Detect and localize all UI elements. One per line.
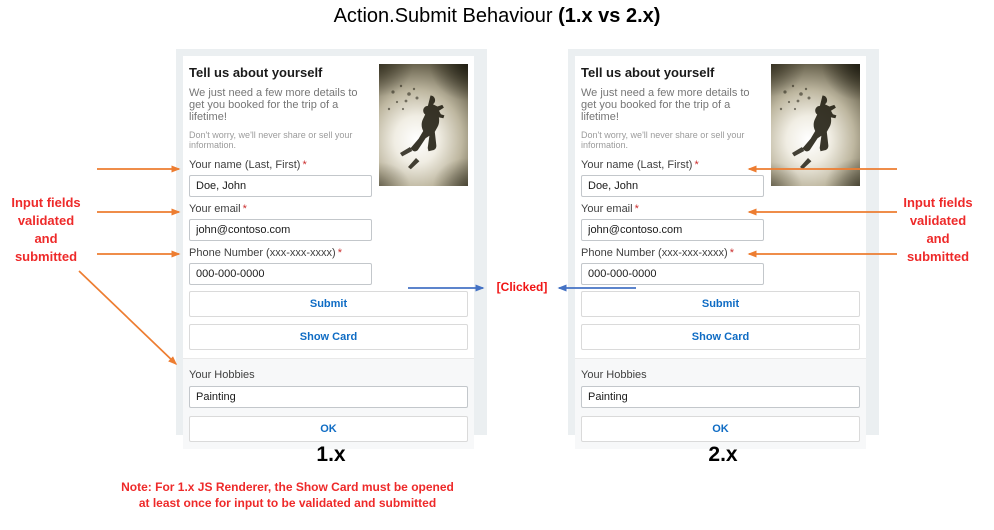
card-heading: Tell us about yourself [189, 65, 323, 80]
required-asterisk: * [242, 203, 247, 215]
figure-title-versions: (1.x vs 2.x) [558, 5, 661, 27]
footnote-line2: at least once for input to be validated and submitted [138, 496, 437, 510]
card-subtitle: We just need a few more details to get you booked for the trip of a lifetime! [581, 87, 750, 123]
phone-label: Phone Number (xxx-xxx-xxxx) * [581, 247, 734, 259]
show-card-section-1x [183, 358, 474, 449]
card-heading: Tell us about yourself [581, 65, 715, 80]
required-asterisk: * [337, 247, 342, 259]
annotation-validated-left: Input fields validated and submitted [11, 195, 81, 264]
required-asterisk: * [729, 247, 734, 259]
card-privacy-text: Don't worry, we'll never share or sell your information. [581, 130, 745, 150]
footnote [90, 479, 485, 511]
phone-label: Phone Number (xxx-xxx-xxxx) * [189, 247, 342, 259]
diver-silhouette [379, 64, 468, 186]
figure-title [0, 5, 994, 28]
version-label-1x: 1.x [316, 443, 346, 466]
show-card-button-1x[interactable]: Show Card [189, 324, 468, 350]
phone-input-1x[interactable] [189, 263, 372, 285]
hobbies-input-1x[interactable] [189, 386, 468, 408]
hobbies-label: Your Hobbies [581, 369, 647, 381]
email-input-1x[interactable] [189, 219, 372, 241]
submit-button-2x[interactable]: Submit [581, 291, 860, 317]
version-label-2x: 2.x [708, 443, 738, 466]
hobbies-input-2x[interactable] [581, 386, 860, 408]
email-label: Your email * [581, 203, 639, 215]
ok-button-1x[interactable]: OK [189, 416, 468, 442]
adaptive-card-2x [568, 49, 879, 435]
card-main-section-2x [575, 56, 866, 357]
diver-photo [771, 64, 860, 186]
annotation-clicked: [Clicked] [496, 280, 548, 294]
diver-silhouette [771, 64, 860, 186]
card-main-section-1x [183, 56, 474, 357]
figure-title-prefix: Action.Submit Behaviour [333, 5, 559, 27]
card-subtitle: We just need a few more details to get you booked for the trip of a lifetime! [189, 87, 358, 123]
annotation-validated-right: Input fields validated and submitted [903, 195, 973, 264]
phone-input-2x[interactable] [581, 263, 764, 285]
hobbies-label: Your Hobbies [189, 369, 255, 381]
name-input-2x[interactable] [581, 175, 764, 197]
card-body-2x [575, 56, 866, 435]
ok-button-2x[interactable]: OK [581, 416, 860, 442]
show-card-section-2x [575, 358, 866, 449]
name-label: Your name (Last, First) * [581, 159, 699, 171]
submit-button-1x[interactable]: Submit [189, 291, 468, 317]
required-asterisk: * [302, 159, 307, 171]
footnote-line1: Note: For 1.x JS Renderer, the Show Card must be opened [121, 480, 454, 494]
name-label: Your name (Last, First) * [189, 159, 307, 171]
arrow-hobbies-field-1x [79, 271, 176, 364]
email-input-2x[interactable] [581, 219, 764, 241]
required-asterisk: * [634, 203, 639, 215]
show-card-button-2x[interactable]: Show Card [581, 324, 860, 350]
card-privacy-text: Don't worry, we'll never share or sell your information. [189, 130, 353, 150]
adaptive-card-1x [176, 49, 487, 435]
required-asterisk: * [694, 159, 699, 171]
email-label: Your email * [189, 203, 247, 215]
diver-photo [379, 64, 468, 186]
name-input-1x[interactable] [189, 175, 372, 197]
card-body-1x [183, 56, 474, 435]
